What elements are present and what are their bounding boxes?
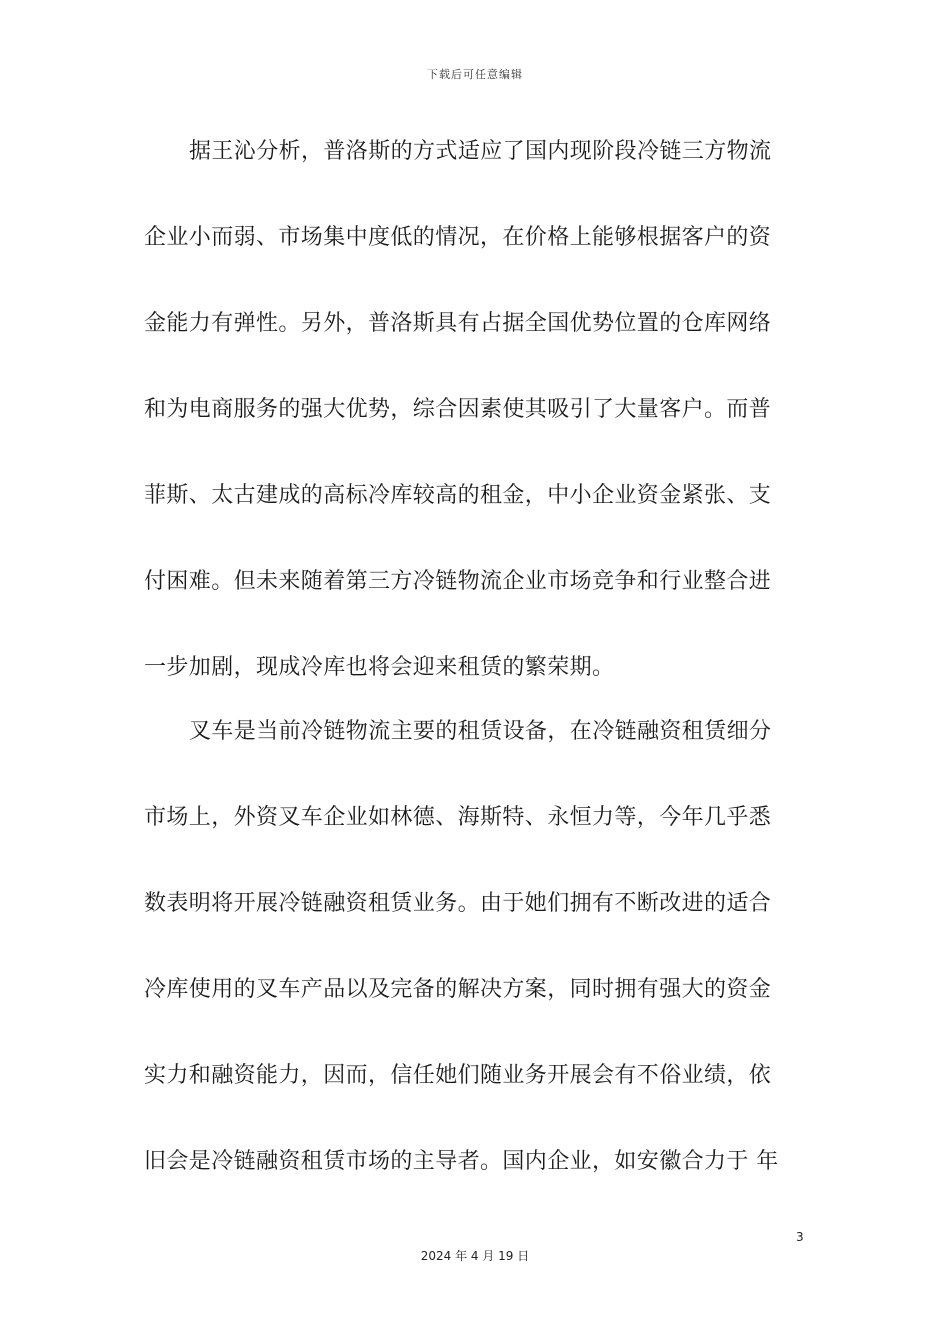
paragraph-line: 冷库使用的叉车产品以及完备的解决方案，同时拥有强大的资金 [144,977,772,1002]
paragraph-line: 企业小而弱、市场集中度低的情况，在价格上能够根据客户的资 [144,225,772,250]
paragraph-line: 旧会是冷链融资租赁市场的主导者。国内企业，如安徽合力于 年 [144,1149,779,1174]
paragraph-line: 据王沁分析，普洛斯的方式适应了国内现阶段冷链三方物流 [189,139,772,164]
document-body [144,132,804,1228]
header-note: 下载后可任意编辑 [427,68,523,81]
paragraph-line: 实力和融资能力，因而，信任她们随业务开展会有不俗业绩，依 [144,1063,772,1088]
paragraph-line: 数表明将开展冷链融资租赁业务。由于她们拥有不断改进的适合 [144,891,772,916]
paragraph-line: 市场上，外资叉车企业如林德、海斯特、永恒力等，今年几乎悉 [144,805,772,830]
footer-date: 2024 年 4 月 19 日 [420,1249,530,1263]
paragraph-line: 菲斯、太古建成的高标冷库较高的租金，中小企业资金紧张、支 [144,483,772,508]
paragraph-line: 金能力有弹性。另外，普洛斯具有占据全国优势位置的仓库网络 [144,311,772,336]
paragraph-line: 叉车是当前冷链物流主要的租赁设备，在冷链融资租赁细分 [189,719,772,744]
paragraph-line: 和为电商服务的强大优势，综合因素使其吸引了大量客户。而普 [144,397,772,422]
paragraph-line: 一步加剧，现成冷库也将会迎来租赁的繁荣期。 [144,655,615,680]
page-number: 3 [796,1230,804,1244]
paragraph-line: 付困难。但未来随着第三方冷链物流企业市场竞争和行业整合进 [144,569,772,594]
paragraph-1 [144,132,804,712]
paragraph-2 [144,712,804,1228]
